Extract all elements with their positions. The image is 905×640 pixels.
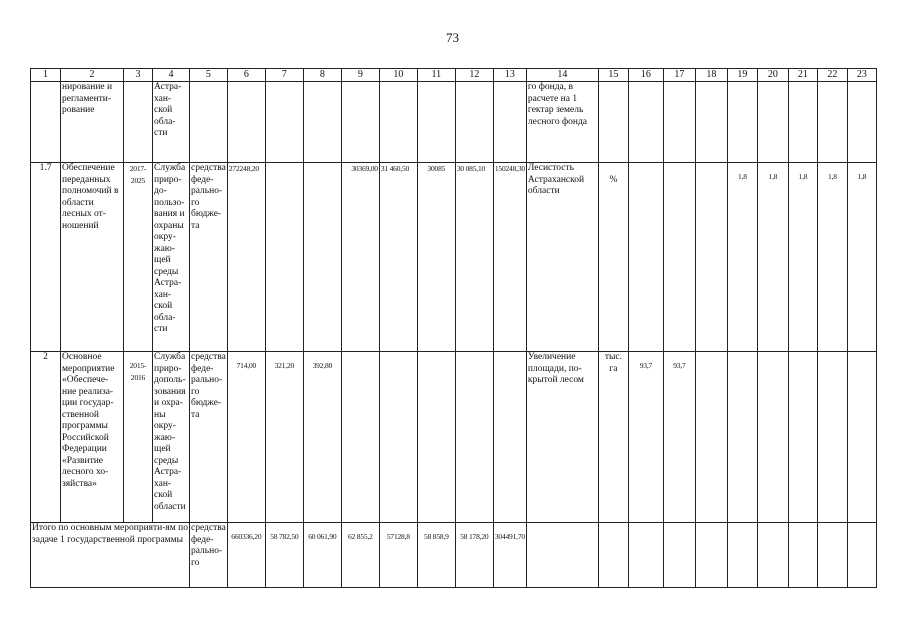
header-cell: 12 [455, 69, 493, 82]
table-cell [493, 82, 526, 163]
table-cell [695, 352, 727, 523]
value-cell: 58 858,9 [417, 523, 455, 588]
period-cell: 2017-2025 [124, 163, 153, 352]
value-cell: 1,8 [817, 163, 847, 352]
row-number-cell: 2 [31, 352, 61, 523]
executor-cell: Астра-хан-ской обла-сти [153, 82, 190, 163]
table-cell [455, 82, 493, 163]
header-cell: 1 [31, 69, 61, 82]
table-cell [31, 82, 61, 163]
table-cell [663, 523, 695, 588]
header-cell: 6 [227, 69, 265, 82]
value-cell: 31 460,50 [379, 163, 417, 352]
table-cell [695, 163, 727, 352]
header-cell: 4 [153, 69, 190, 82]
table-cell [817, 523, 847, 588]
table-cell [526, 523, 598, 588]
table-cell [695, 523, 727, 588]
table-cell [598, 523, 628, 588]
table-cell [695, 82, 727, 163]
header-cell: 19 [727, 69, 757, 82]
budget-table [30, 68, 877, 588]
table-cell [727, 352, 757, 523]
table-cell [757, 82, 788, 163]
indicator-cell: Лесистость Астраханской области [526, 163, 598, 352]
funding-source-cell: средства феде-рально-го [190, 523, 228, 588]
table-cell [817, 352, 847, 523]
header-cell: 7 [265, 69, 303, 82]
funding-source-cell: средства феде-рально-го бюдже-та [190, 163, 228, 352]
value-cell: 30085 [417, 163, 455, 352]
page-number: 73 [446, 30, 459, 45]
value-cell: 30 085,10 [455, 163, 493, 352]
header-cell: 13 [493, 69, 526, 82]
table-cell [379, 352, 417, 523]
indicator-cell: Увеличение площади, по-крытой лесом [526, 352, 598, 523]
table-cell [847, 82, 876, 163]
table-cell [727, 523, 757, 588]
header-cell: 2 [61, 69, 124, 82]
value-cell: 30369,00 [341, 163, 379, 352]
table-cell [265, 163, 303, 352]
header-cell: 22 [817, 69, 847, 82]
table-cell [341, 352, 379, 523]
measure-name-cell: Обеспечение переданных полномочий в области лесных от-ношений [61, 163, 124, 352]
table-cell [727, 82, 757, 163]
value-cell: 1,8 [757, 163, 788, 352]
table-cell [190, 82, 228, 163]
row-number-cell: 1.7 [31, 163, 61, 352]
header-cell: 16 [628, 69, 663, 82]
header-cell: 15 [598, 69, 628, 82]
header-cell: 14 [526, 69, 598, 82]
header-cell: 23 [847, 69, 876, 82]
table-cell [417, 82, 455, 163]
header-cell: 11 [417, 69, 455, 82]
value-cell: 660336,20 [227, 523, 265, 588]
value-cell: 272248,20 [227, 163, 265, 352]
table-cell [303, 163, 341, 352]
table-row-2 [31, 352, 877, 523]
funding-source-cell: средства феде-рально-го бюдже-та [190, 352, 228, 523]
header-cell: 21 [788, 69, 817, 82]
table-cell [788, 523, 817, 588]
period-cell: 2015-2016 [124, 352, 153, 523]
table-cell [847, 523, 876, 588]
value-cell: 62 855,2 [341, 523, 379, 588]
value-cell: 93,7 [663, 352, 695, 523]
value-cell: 150248,30 [493, 163, 526, 352]
value-cell: 58 782,50 [265, 523, 303, 588]
header-cell: 18 [695, 69, 727, 82]
total-label-cell: Итого по основным мероприяти-ям по задаче 1 государственной программы [31, 523, 190, 588]
table-row-continuation [31, 82, 877, 163]
header-cell: 9 [341, 69, 379, 82]
table-cell [628, 82, 663, 163]
table-cell [303, 82, 341, 163]
header-cell: 17 [663, 69, 695, 82]
header-row [31, 69, 877, 82]
header-cell: 5 [190, 69, 228, 82]
table-cell [847, 352, 876, 523]
indicator-cell: го фонда, в расчете на 1 гектар земель лесного фонда [526, 82, 598, 163]
executor-cell: Служба приро-до-пользо-вания и охраны окру-жаю-щей среды Астра-хан-ской обла-сти [153, 163, 190, 352]
table-cell [663, 82, 695, 163]
table-cell [817, 82, 847, 163]
value-cell: 714,00 [227, 352, 265, 523]
table-cell [757, 352, 788, 523]
table-cell [598, 82, 628, 163]
table-row-1-7 [31, 163, 877, 352]
table-row-total [31, 523, 877, 588]
value-cell: 1,8 [847, 163, 876, 352]
value-cell: 93,7 [628, 352, 663, 523]
measure-name-cell: нирование и регламенти-рование [61, 82, 124, 163]
header-cell: 10 [379, 69, 417, 82]
value-cell: 304491,70 [493, 523, 526, 588]
executor-cell: Служба приро-дополь-зования и охра-ны окру-жаю-щей среды Астра-хан-ской области [153, 352, 190, 523]
value-cell: 392,80 [303, 352, 341, 523]
table-cell [788, 82, 817, 163]
table-cell [628, 163, 663, 352]
table-cell [124, 82, 153, 163]
table-cell [265, 82, 303, 163]
table-cell [379, 82, 417, 163]
table-cell [341, 82, 379, 163]
table-cell [493, 352, 526, 523]
unit-cell: тыс. га [598, 352, 628, 523]
value-cell: 60 061,90 [303, 523, 341, 588]
value-cell: 1,8 [788, 163, 817, 352]
value-cell: 58 178,20 [455, 523, 493, 588]
value-cell: 57128,8 [379, 523, 417, 588]
header-cell: 3 [124, 69, 153, 82]
table-cell [757, 523, 788, 588]
header-cell: 8 [303, 69, 341, 82]
table-cell [663, 163, 695, 352]
table-cell [227, 82, 265, 163]
header-cell: 20 [757, 69, 788, 82]
value-cell: 321,20 [265, 352, 303, 523]
measure-name-cell: Основное мероприятие «Обеспече-ние реализа-ции государ-ственной программы Российской Федерации «Развитие лесного хо-зяйства» [61, 352, 124, 523]
table-cell [788, 352, 817, 523]
table-cell [455, 352, 493, 523]
table-cell [628, 523, 663, 588]
value-cell: 1,8 [727, 163, 757, 352]
table-cell [417, 352, 455, 523]
unit-cell: % [598, 163, 628, 352]
